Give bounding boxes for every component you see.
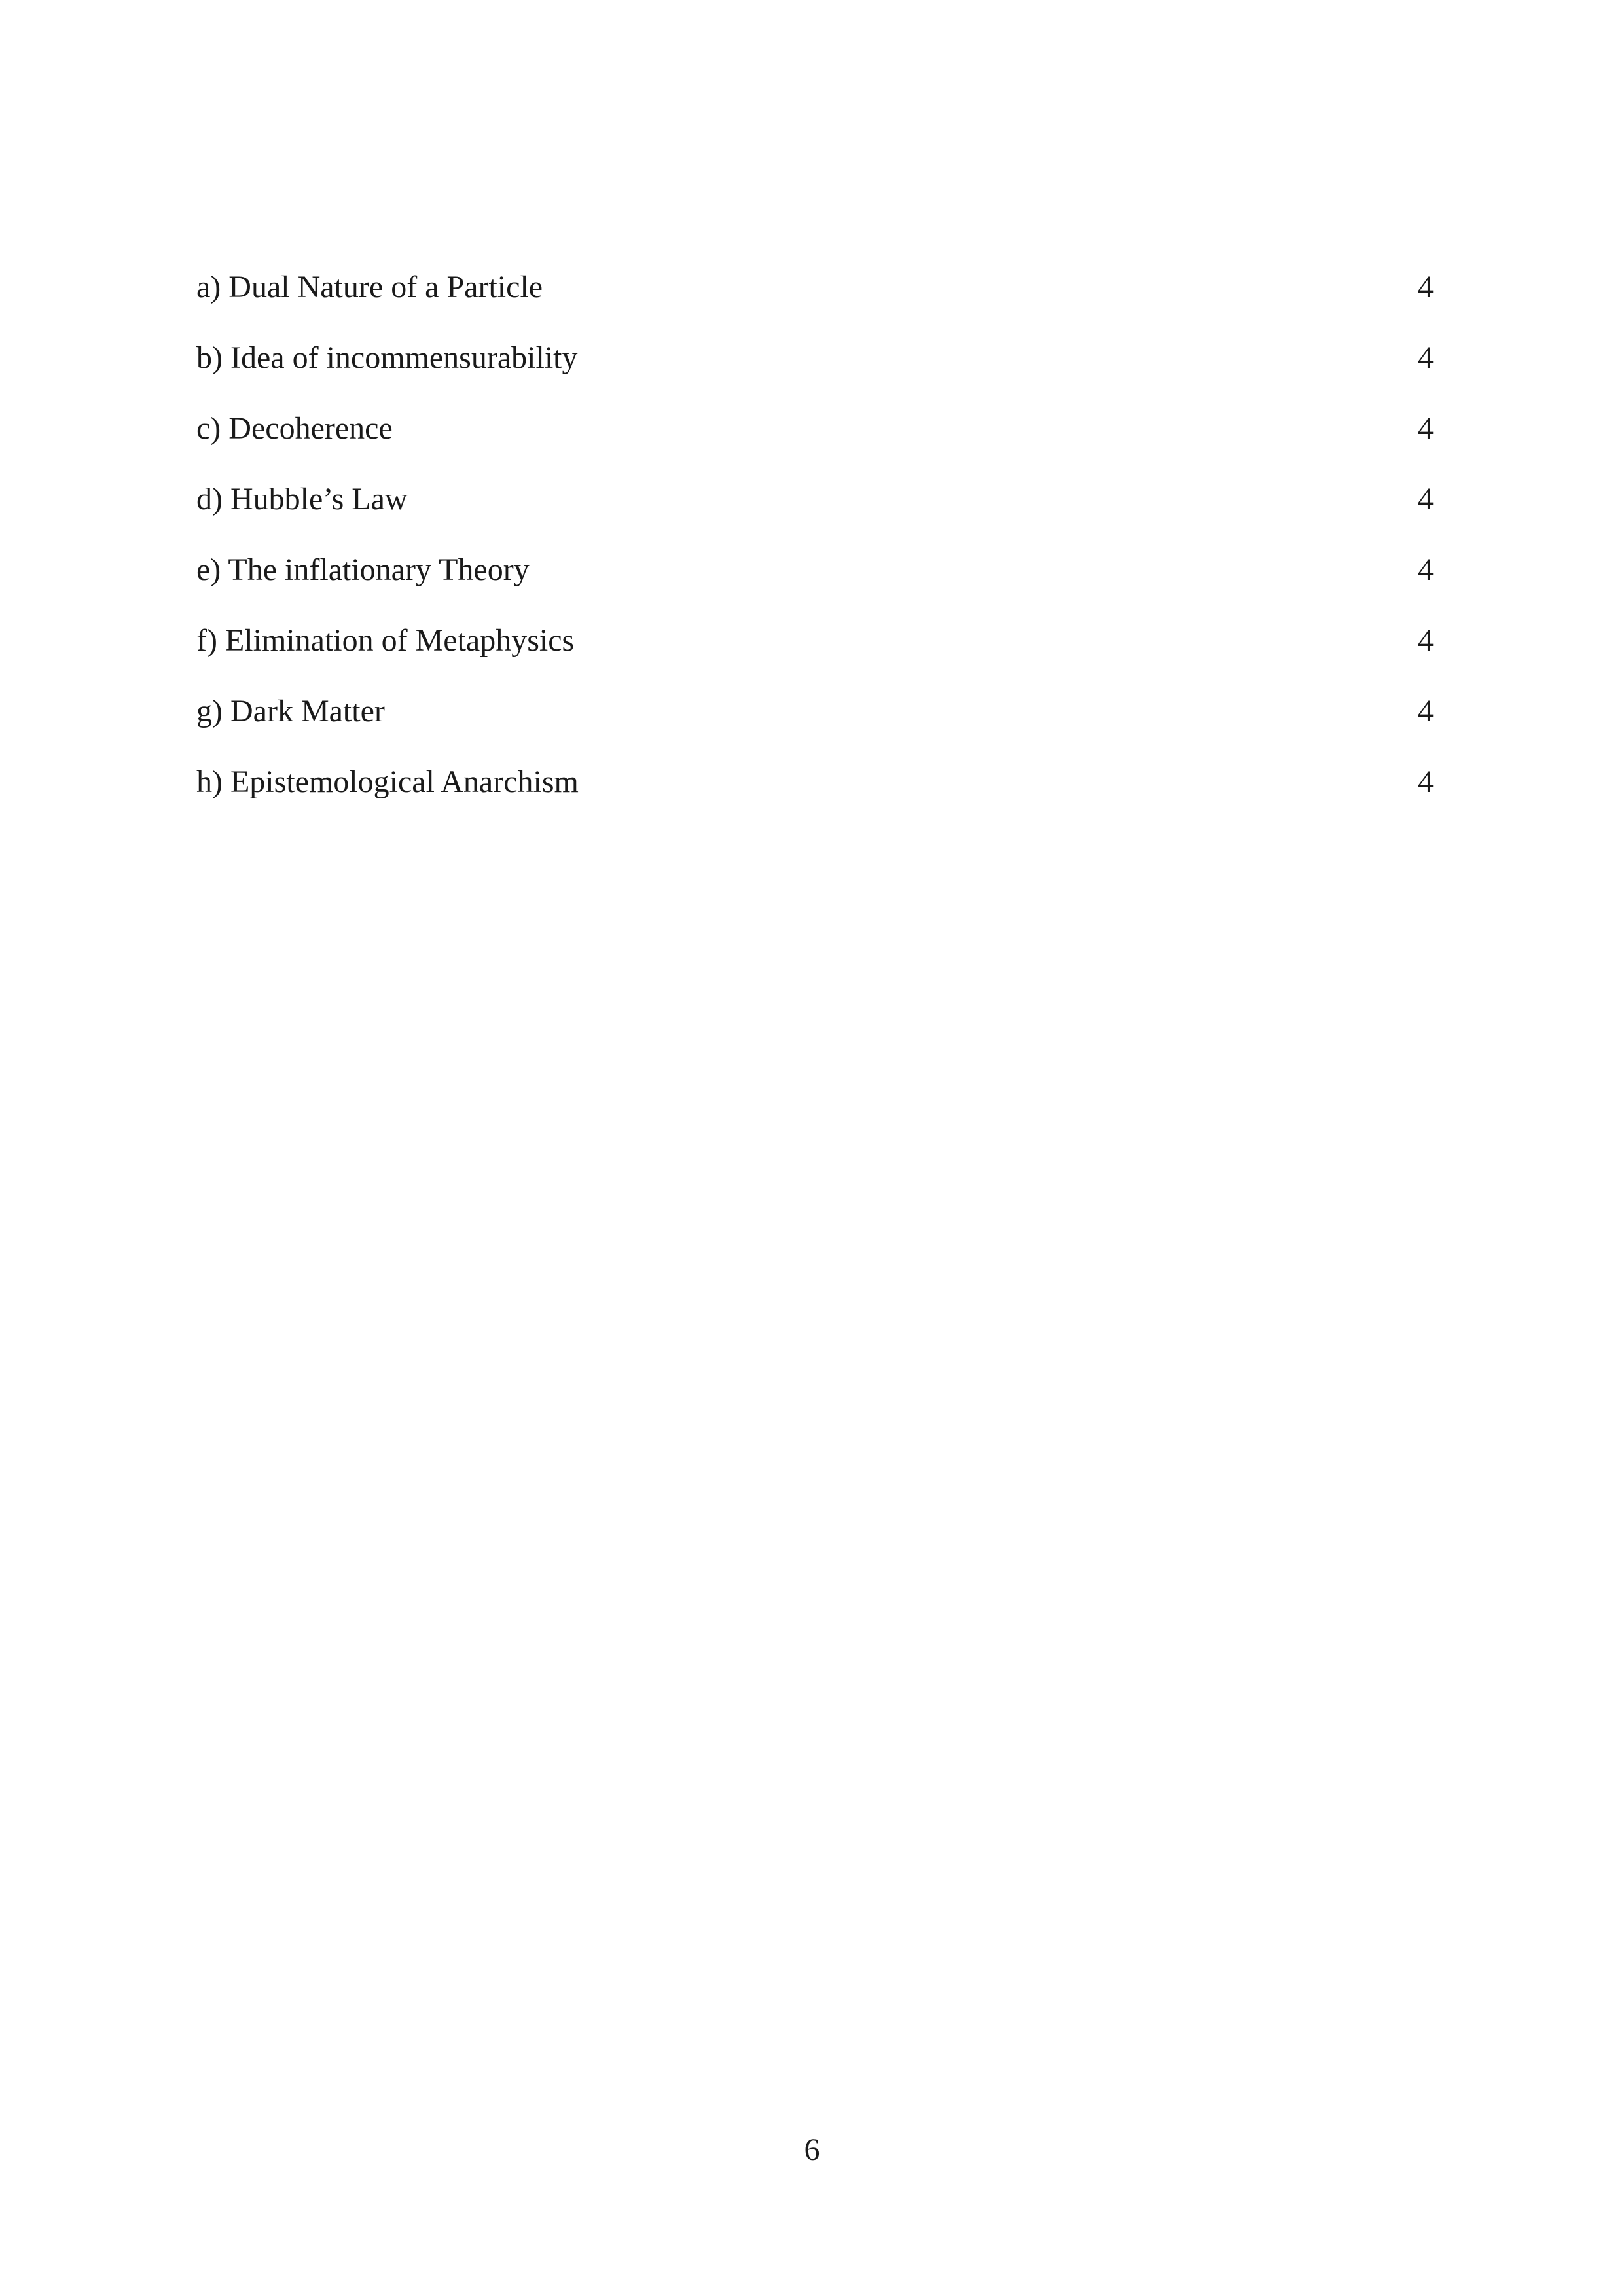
question-marks: 4 — [1418, 340, 1434, 375]
question-marks: 4 — [1418, 764, 1434, 799]
question-label: e) The inflationary Theory — [196, 552, 530, 587]
question-item-g — [196, 689, 1434, 759]
question-label: g) Dark Matter — [196, 694, 385, 728]
question-marks: 4 — [1418, 411, 1434, 446]
question-label: c) Decoherence — [196, 411, 393, 446]
question-label: f) Elimination of Metaphysics — [196, 623, 575, 658]
page-number: 6 — [804, 2132, 820, 2167]
question-item-f — [196, 618, 1434, 689]
question-marks: 4 — [1418, 552, 1434, 587]
question-label: h) Epistemological Anarchism — [196, 764, 579, 799]
question-label: d) Hubble’s Law — [196, 482, 408, 516]
question-label: b) Idea of incommensurability — [196, 340, 578, 375]
question-item-b — [196, 335, 1434, 406]
question-item-d — [196, 476, 1434, 547]
question-item-e — [196, 547, 1434, 618]
question-item-a — [196, 264, 1434, 335]
question-item-c — [196, 406, 1434, 476]
question-marks: 4 — [1418, 623, 1434, 658]
question-marks: 4 — [1418, 694, 1434, 728]
question-marks: 4 — [1418, 482, 1434, 516]
question-list — [196, 264, 1434, 830]
question-marks: 4 — [1418, 270, 1434, 304]
question-item-h — [196, 759, 1434, 830]
question-label: a) Dual Nature of a Particle — [196, 270, 543, 304]
